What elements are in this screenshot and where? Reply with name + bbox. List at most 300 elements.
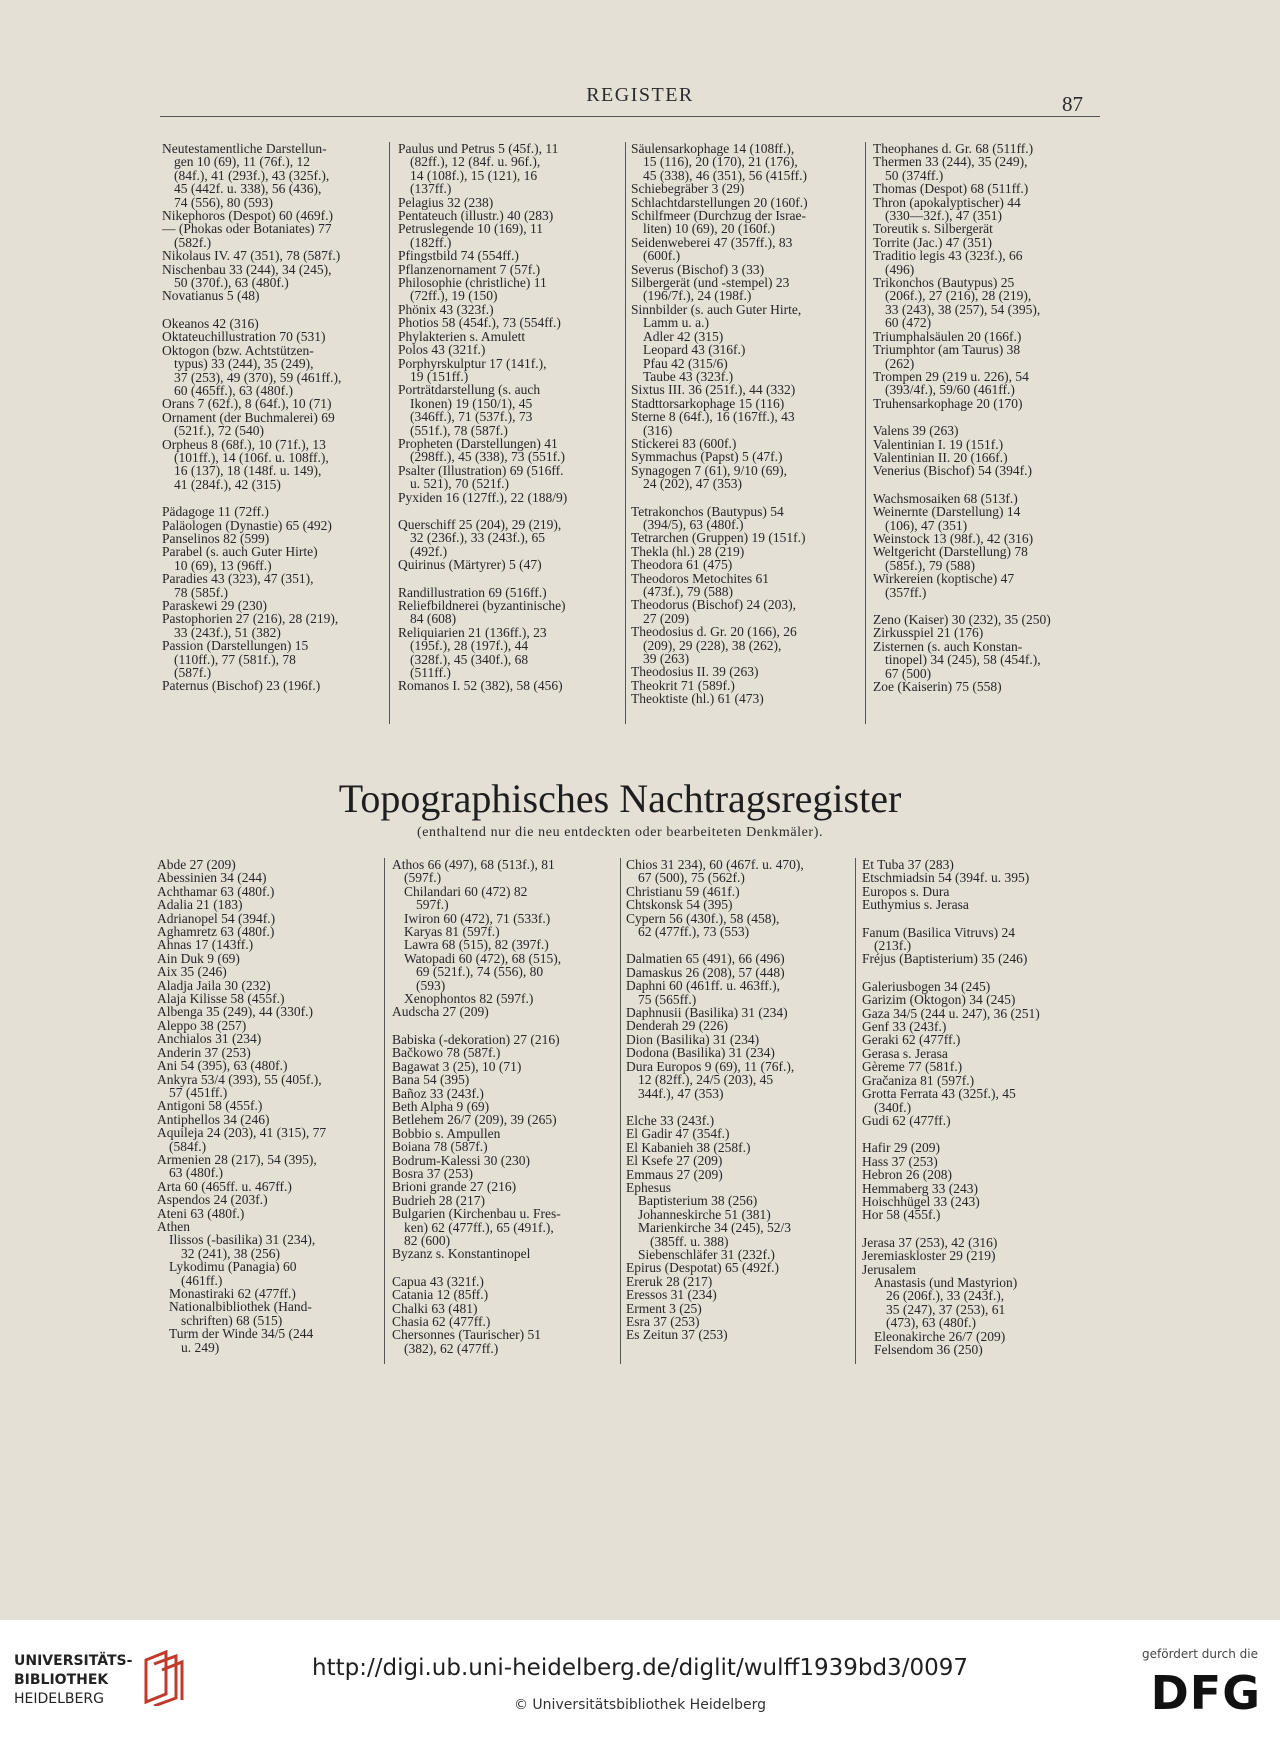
index-entry: Bulgarien (Kirchenbau u. Fres-	[392, 1206, 561, 1222]
index-entry: Theokrit 71 (589f.)	[631, 677, 735, 693]
index-entry: Paulus und Petrus 5 (45f.), 11	[398, 141, 559, 156]
index-entry: 19 (151ff.)	[410, 368, 469, 384]
index-entry: (593)	[416, 977, 446, 993]
index-entry: Chilandari 60 (472) 82	[404, 883, 528, 899]
index-entry: schriften) 68 (515)	[181, 1312, 283, 1328]
index-entry: 10 (69), 13 (96ff.)	[174, 557, 272, 573]
dfg-logo[interactable]: DFG	[1150, 1666, 1261, 1720]
index-entry: (521f.), 72 (540)	[174, 423, 264, 439]
index-entry: El Ksefe 27 (209)	[626, 1153, 723, 1169]
index-entry: Adrianopel 54 (394f.)	[157, 910, 276, 926]
index-entry: Lykodimu (Panagia) 60	[169, 1259, 297, 1275]
index-entry: ken) 62 (477ff.), 65 (491f.),	[404, 1219, 554, 1235]
index-entry: Antiphellos 34 (246)	[157, 1111, 270, 1127]
index-entry: Betlehem 26/7 (209), 39 (265)	[392, 1112, 557, 1128]
index-entry: Achthamar 63 (480f.)	[157, 883, 275, 899]
index-entry: Zisternen (s. auch Konstan-	[873, 638, 1023, 654]
index-entry: Symmachus (Papst) 5 (47f.)	[631, 449, 783, 465]
index-entry: Panselinos 82 (599)	[162, 530, 270, 546]
index-entry: (101ff.), 14 (106f. u. 108ff.),	[174, 449, 329, 465]
index-entry: Phönix 43 (323f.)	[398, 301, 494, 317]
index-entry: Chersonnes (Taurischer) 51	[392, 1327, 542, 1343]
index-entry: Bagawat 3 (25), 10 (71)	[392, 1058, 522, 1074]
index-entry: Jeremiaskloster 29 (219)	[862, 1248, 996, 1264]
index-entry: Zoe (Kaiserin) 75 (558)	[873, 679, 1002, 695]
column-divider	[384, 858, 385, 1364]
index-entry: Aquileja 24 (203), 41 (315), 77	[157, 1125, 327, 1141]
index-entry: Orans 7 (62f.), 8 (64f.), 10 (71)	[162, 396, 332, 412]
index-entry: Jerasa 37 (253), 42 (316)	[862, 1234, 998, 1250]
index-entry: (357ff.)	[885, 584, 927, 600]
index-entry: Säulensarkophage 14 (108ff.),	[631, 141, 795, 156]
index-entry: Paläologen (Dynastie) 65 (492)	[162, 517, 332, 533]
index-entry: 45 (442f. u. 338), 56 (436),	[174, 181, 322, 197]
index-entry: Ilissos (-basilika) 31 (234),	[169, 1232, 316, 1248]
index-entry: u. 521), 70 (521f.)	[410, 476, 509, 492]
index-entry: 82 (600)	[404, 1232, 451, 1248]
permalink-url[interactable]: http://digi.ub.uni-heidelberg.de/diglit/wulff1939bd3/0097	[312, 1655, 968, 1681]
index-entry: Theodosius d. Gr. 20 (166), 26	[631, 624, 797, 640]
index-entry: Euthymius s. Jerasa	[862, 897, 969, 913]
index-entry: Denderah 29 (226)	[626, 1018, 728, 1034]
index-entry: tinopel) 34 (245), 58 (454f.),	[885, 652, 1041, 668]
library-name-line1: UNIVERSITÄTS-	[14, 1653, 133, 1669]
index-entry: (394/5), 63 (480f.)	[643, 516, 744, 532]
entry-gap	[626, 1100, 848, 1114]
index-entry: Severus (Bischof) 3 (33)	[631, 261, 765, 277]
index-entry: Nikephoros (Despot) 60 (469f.)	[162, 208, 333, 224]
index-entry: (496)	[885, 261, 915, 277]
index-entry: Watopadi 60 (472), 68 (515),	[404, 950, 562, 966]
index-entry: Theodorus (Bischof) 24 (203),	[631, 597, 796, 613]
index-entry: Sinnbilder (s. auch Guter Hirte,	[631, 301, 802, 317]
index-entry: (72ff.), 19 (150)	[410, 288, 498, 304]
index-entry: (182ff.)	[410, 234, 452, 250]
index-entry: Grotta Ferrata 43 (325f.), 45	[862, 1086, 1016, 1102]
index-entry: Pflanzenornament 7 (57f.)	[398, 261, 541, 277]
index-entry: 45 (338), 46 (351), 56 (415ff.)	[643, 167, 807, 183]
index-entry: 37 (253), 49 (370), 59 (461ff.),	[174, 369, 342, 385]
index-entry: Iwiron 60 (472), 71 (533f.)	[404, 910, 551, 926]
index-entry: Paternus (Bischof) 23 (196f.)	[162, 678, 321, 694]
index-entry: 63 (480f.)	[169, 1165, 223, 1181]
index-entry: Genf 33 (243f.)	[862, 1019, 947, 1035]
index-entry: (262)	[885, 355, 915, 371]
index-entry: Bosra 37 (253)	[392, 1165, 473, 1181]
index-entry: Theodosius II. 39 (263)	[631, 664, 759, 680]
index-entry: (461ff.)	[181, 1272, 223, 1288]
index-entry: Erment 3 (25)	[626, 1300, 702, 1316]
index-entry: Leopard 43 (316f.)	[643, 342, 746, 358]
entry-gap	[162, 491, 384, 505]
entry-gap	[398, 504, 620, 518]
index-entry: Zeno (Kaiser) 30 (232), 35 (250)	[873, 612, 1051, 627]
index-entry: Daphni 60 (461ff. u. 463ff.),	[626, 978, 780, 994]
index-entry: Randillustration 69 (516ff.)	[398, 584, 547, 600]
index-entry: Nischenbau 33 (244), 34 (245),	[162, 261, 332, 277]
index-entry: Theodoros Metochites 61	[631, 570, 769, 586]
index-entry: Parabel (s. auch Guter Hirte)	[162, 544, 318, 560]
index-entry: 14 (108f.), 15 (121), 16	[410, 167, 538, 183]
running-head: REGISTER	[586, 84, 694, 106]
entry-gap	[873, 599, 1095, 613]
index-entry: Aghamretz 63 (480f.)	[157, 924, 275, 940]
index-entry: Arta 60 (465ff. u. 467ff.)	[157, 1178, 292, 1194]
index-entry: Galeriusbogen 34 (245)	[862, 978, 991, 994]
index-entry: (84f.), 41 (293f.), 43 (325f.),	[174, 167, 330, 183]
index-entry: Alaja Kilisse 58 (455f.)	[157, 991, 285, 1007]
index-entry: Felsendom 36 (250)	[874, 1342, 983, 1357]
topo-column-2	[392, 858, 614, 1355]
section-title: Topographisches Nachtragsregister	[338, 776, 902, 821]
entry-gap	[626, 938, 848, 952]
index-entry: Brioni grande 27 (216)	[392, 1179, 517, 1195]
index-entry: Aleppo 38 (257)	[157, 1017, 247, 1033]
index-entry: Sixtus III. 36 (251f.), 44 (332)	[631, 382, 796, 398]
index-entry: Byzanz s. Konstantinopel	[392, 1246, 531, 1262]
index-entry: 78 (585f.)	[174, 584, 228, 600]
index-entry: 41 (284f.), 42 (315)	[174, 476, 281, 492]
index-entry: Quirinus (Märtyrer) 5 (47)	[398, 557, 542, 573]
index-entry: Trompen 29 (219 u. 226), 54	[873, 368, 1029, 384]
index-entry: 27 (209)	[643, 610, 690, 626]
index-entry: Weinstock 13 (98f.), 42 (316)	[873, 530, 1034, 546]
index-entry: Sterne 8 (64f.), 16 (167ff.), 43	[631, 409, 795, 425]
index-entry: Nationalbibliothek (Hand-	[169, 1299, 312, 1315]
index-entry: Bačkowo 78 (587f.)	[392, 1045, 501, 1061]
index-entry: Capua 43 (321f.)	[392, 1273, 484, 1289]
index-entry: (316)	[643, 422, 673, 438]
index-entry: Hass 37 (253)	[862, 1153, 938, 1169]
index-entry: (82ff.), 12 (84f. u. 96f.),	[410, 154, 541, 170]
index-entry: Esra 37 (253)	[626, 1314, 700, 1329]
index-entry: 26 (206f.), 33 (243f.),	[886, 1288, 1005, 1304]
index-entry: Fanum (Basilica Vitruvs) 24	[862, 924, 1016, 940]
index-entry: Pentateuch (illustr.) 40 (283)	[398, 208, 554, 224]
index-entry: (340f.)	[874, 1099, 912, 1115]
index-entry: Traditio legis 43 (323f.), 66	[873, 248, 1023, 264]
index-entry: (385ff. u. 388)	[650, 1233, 729, 1249]
entry-gap	[862, 1222, 1084, 1236]
section-subtitle: (enthaltend nur die neu entdeckten oder bearbeiteten Denkmäler).	[416, 825, 824, 840]
index-entry: Lawra 68 (515), 82 (397f.)	[404, 937, 549, 953]
index-entry: Bobbio s. Ampullen	[392, 1125, 501, 1141]
index-entry: Venerius (Bischof) 54 (394f.)	[873, 463, 1032, 479]
index-entry: Athen	[157, 1218, 190, 1234]
index-entry: 67 (500), 75 (562f.)	[638, 870, 745, 886]
index-entry: Triumphtor (am Taurus) 38	[873, 342, 1021, 358]
index-entry: (473), 63 (480f.)	[886, 1315, 976, 1331]
index-entry: Babiska (-dekoration) 27 (216)	[392, 1031, 560, 1047]
index-entry: Truhensarkophage 20 (170)	[873, 395, 1023, 411]
index-entry: 597f.)	[416, 897, 449, 913]
index-entry: Philosophie (christliche) 11	[398, 275, 547, 291]
index-entry: Trikonchos (Bautypus) 25	[873, 275, 1015, 291]
index-entry: 344f.), 47 (353)	[638, 1085, 724, 1101]
index-entry: Zirkusspiel 21 (176)	[873, 625, 984, 641]
topo-column-1	[157, 858, 379, 1354]
index-entry: Dodona (Basilika) 31 (234)	[626, 1045, 775, 1061]
index-entry: 50 (374ff.)	[885, 167, 944, 183]
index-entry: Torrite (Jac.) 47 (351)	[873, 234, 993, 250]
index-entry: Wachsmosaiken 68 (513f.)	[873, 490, 1018, 506]
index-entry: Seidenweberei 47 (357ff.), 83	[631, 234, 793, 250]
index-entry: Ani 54 (395), 63 (480f.)	[157, 1058, 288, 1074]
entry-gap	[862, 966, 1084, 980]
index-entry: Weinernte (Darstellung) 14	[873, 504, 1021, 520]
index-entry: (195f.), 28 (197f.), 44	[410, 638, 529, 654]
index-entry: Pfau 42 (315/6)	[643, 355, 728, 371]
index-entry: Et Tuba 37 (283)	[862, 857, 954, 872]
index-entry: (213f.)	[874, 938, 912, 954]
index-entry: 84 (608)	[410, 611, 457, 627]
index-entry: Photios 58 (454f.), 73 (554ff.)	[398, 315, 561, 331]
index-entry: Cypern 56 (430f.), 58 (458),	[626, 910, 780, 926]
index-entry: Fréjus (Baptisterium) 35 (246)	[862, 951, 1028, 967]
index-entry: Porphyrskulptur 17 (141f.),	[398, 355, 547, 371]
index-entry: El Kabanieh 38 (258f.)	[626, 1139, 751, 1155]
topo-column-3	[626, 858, 848, 1342]
index-entry: Anderin 37 (253)	[157, 1044, 251, 1060]
index-entry: Jerusalem	[862, 1261, 916, 1277]
index-entry: Karyas 81 (597f.)	[404, 924, 500, 940]
index-entry: Elche 33 (243f.)	[626, 1112, 715, 1128]
index-entry: (551f.), 78 (587f.)	[410, 422, 508, 438]
index-entry: Anchialos 31 (234)	[157, 1031, 262, 1047]
index-entry: typus) 33 (244), 35 (249),	[174, 356, 314, 372]
index-entry: Tetrakonchos (Bautypus) 54	[631, 503, 784, 519]
index-entry: Ankyra 53/4 (393), 55 (405f.),	[157, 1071, 322, 1087]
index-entry: 15 (116), 20 (170), 21 (176),	[643, 154, 798, 170]
index-entry: — (Phokas oder Botaniates) 77	[162, 221, 332, 237]
index-entry: Synagogen 7 (61), 9/10 (69),	[631, 462, 787, 478]
index-entry: Theodora 61 (475)	[631, 557, 733, 573]
index-entry: Albenga 35 (249), 44 (330f.)	[157, 1004, 313, 1020]
register-column-2	[398, 142, 620, 693]
index-entry: Schilfmeer (Durchzug der Israe-	[631, 208, 807, 224]
entry-gap	[873, 410, 1095, 424]
index-entry: Gračaniza 81 (597f.)	[862, 1072, 975, 1088]
index-entry: Athos 66 (497), 68 (513f.), 81	[392, 857, 555, 872]
index-entry: Emmaus 27 (209)	[626, 1166, 723, 1182]
index-entry: Ereruk 28 (217)	[626, 1273, 713, 1289]
index-entry: (106), 47 (351)	[885, 517, 968, 533]
index-entry: Oktateuchillustration 70 (531)	[162, 329, 326, 345]
funding-note: gefördert durch die	[1142, 1647, 1258, 1661]
index-entry: Paraskewi 29 (230)	[162, 598, 267, 613]
index-entry: 12 (82ff.), 24/5 (203), 45	[638, 1072, 774, 1088]
index-entry: Stickerei 83 (600f.)	[631, 435, 737, 451]
index-entry: 35 (247), 37 (253), 61	[886, 1301, 1006, 1317]
index-entry: Wirkereien (koptische) 47	[873, 571, 1015, 587]
index-entry: (298ff.), 45 (338), 73 (551f.)	[410, 449, 565, 465]
index-entry: (330—32f.), 47 (351)	[885, 208, 1002, 224]
register-column-3	[631, 142, 853, 706]
index-entry: (346ff.), 71 (537f.), 73	[410, 409, 533, 425]
index-entry: Johanneskirche 51 (381)	[638, 1206, 771, 1222]
index-entry: Budrieh 28 (217)	[392, 1192, 485, 1208]
index-entry: Adalia 21 (183)	[157, 897, 243, 913]
index-entry: Daphnusii (Basilika) 31 (234)	[626, 1005, 788, 1021]
index-entry: Siebenschläfer 31 (232f.)	[638, 1246, 775, 1262]
column-divider	[855, 858, 856, 1364]
index-entry: 74 (556), 80 (593)	[174, 194, 273, 210]
index-entry: Bodrum-Kalessi 30 (230)	[392, 1152, 530, 1168]
index-entry: Paradies 43 (323), 47 (351),	[162, 571, 314, 587]
register-column-4	[873, 142, 1095, 693]
index-entry: (209), 29 (228), 38 (262),	[643, 637, 782, 653]
index-entry: Christianu 59 (461f.)	[626, 883, 740, 899]
index-entry: Gaza 34/5 (244 u. 247), 36 (251)	[862, 1005, 1040, 1021]
index-entry: Thron (apokalyptischer) 44	[873, 194, 1021, 210]
index-entry: (110ff.), 77 (581f.), 78	[174, 651, 296, 667]
index-entry: Etschmiadsin 54 (394f. u. 395)	[862, 870, 1030, 886]
index-entry: Boiana 78 (587f.)	[392, 1139, 488, 1155]
index-entry: Monastiraki 62 (477ff.)	[169, 1286, 296, 1301]
index-entry: Chasia 62 (477ff.)	[392, 1314, 491, 1329]
index-entry: El Gadir 47 (354f.)	[626, 1126, 730, 1142]
index-entry: Dura Europos 9 (69), 11 (76f.),	[626, 1058, 795, 1074]
index-entry: Bana 54 (395)	[392, 1072, 470, 1088]
index-entry: Armenien 28 (217), 54 (395),	[157, 1151, 317, 1167]
index-entry: Adler 42 (315)	[643, 328, 724, 344]
index-entry: Garizim (Oktogon) 34 (245)	[862, 992, 1016, 1008]
index-entry: Phylakterien s. Amulett	[398, 328, 526, 344]
index-entry: Ikonen) 19 (150/1), 45	[410, 395, 533, 411]
index-entry: (196/7f.), 24 (198f.)	[643, 288, 752, 304]
index-entry: Valentinian I. 19 (151f.)	[873, 436, 1004, 452]
index-entry: Ahnas 17 (143ff.)	[157, 937, 254, 953]
entry-gap	[392, 1261, 614, 1275]
index-entry: Nikolaus IV. 47 (351), 78 (587f.)	[162, 248, 341, 264]
index-entry: Taube 43 (323f.)	[643, 368, 734, 384]
index-entry: gen 10 (69), 11 (76f.), 12	[174, 154, 310, 170]
index-entry: Thermen 33 (244), 35 (249),	[873, 154, 1028, 170]
index-entry: Schlachtdarstellungen 20 (160f.)	[631, 194, 808, 210]
index-entry: 62 (477ff.), 73 (553)	[638, 924, 750, 940]
index-entry: Marienkirche 34 (245), 52/3	[638, 1220, 791, 1236]
index-entry: Damaskus 26 (208), 57 (448)	[626, 964, 785, 980]
index-entry: Ain Duk 9 (69)	[157, 950, 240, 966]
index-entry: (585f.), 79 (588)	[885, 557, 975, 573]
index-entry: Abessinien 34 (244)	[157, 870, 267, 886]
index-entry: Toreutik s. Silbergerät	[873, 221, 993, 237]
index-entry: (597f.)	[404, 870, 442, 886]
index-entry: u. 249)	[181, 1339, 220, 1355]
index-entry: Novatianus 5 (48)	[162, 288, 260, 304]
index-entry: Aspendos 24 (203f.)	[157, 1192, 268, 1208]
index-entry: (584f.)	[169, 1138, 207, 1154]
index-entry: Propheten (Darstellungen) 41	[398, 435, 558, 451]
index-entry: Stadttorsarkophage 15 (116)	[631, 395, 785, 411]
index-entry: Hoischhügel 33 (243)	[862, 1193, 980, 1209]
index-entry: Aix 35 (246)	[157, 964, 227, 980]
index-entry: Ateni 63 (480f.)	[157, 1205, 245, 1221]
index-entry: Weltgericht (Darstellung) 78	[873, 544, 1028, 560]
index-entry: Ornament (der Buchmalerei) 69	[162, 409, 335, 425]
index-entry: Chalki 63 (481)	[392, 1300, 478, 1316]
column-divider	[620, 858, 621, 1364]
index-entry: Audscha 27 (209)	[392, 1004, 489, 1020]
topo-column-4	[862, 858, 1084, 1356]
index-entry: Eressos 31 (234)	[626, 1287, 717, 1303]
index-entry: 60 (472)	[885, 315, 932, 331]
index-entry: (587f.)	[174, 665, 212, 681]
index-entry: Pädagoge 11 (72ff.)	[162, 504, 269, 520]
index-entry: 16 (137), 18 (148f. u. 149),	[174, 463, 322, 479]
index-entry: Valens 39 (263)	[873, 423, 959, 439]
index-entry: (600f.)	[643, 248, 681, 264]
index-entry: Antigoni 58 (455f.)	[157, 1098, 263, 1114]
column-divider	[389, 142, 390, 724]
index-entry: Reliefbildnerei (byzantinische)	[398, 598, 566, 613]
entry-gap	[862, 912, 1084, 926]
index-entry: 75 (565ff.)	[638, 991, 697, 1007]
header-rule	[160, 116, 1100, 117]
index-entry: Epirus (Despotat) 65 (492f.)	[626, 1260, 779, 1276]
index-entry: 60 (465ff.), 63 (480f.)	[174, 382, 293, 398]
index-entry: Hafir 29 (209)	[862, 1140, 940, 1156]
index-entry: Theoktiste (hl.) 61 (473)	[631, 691, 764, 707]
index-entry: Dion (Basilika) 31 (234)	[626, 1031, 760, 1047]
copyright-notice: © Universitätsbibliothek Heidelberg	[513, 1697, 766, 1713]
entry-gap	[862, 1127, 1084, 1141]
entry-gap	[162, 303, 384, 317]
index-entry: Neutestamentliche Darstellun-	[162, 141, 327, 156]
index-entry: Pelagius 32 (238)	[398, 194, 494, 210]
index-entry: Schiebegräber 3 (29)	[631, 181, 745, 197]
index-entry: Tetrarchen (Gruppen) 19 (151f.)	[631, 530, 806, 546]
index-entry: Valentinian II. 20 (166f.)	[873, 449, 1008, 465]
index-entry: Chios 31 234), 60 (467f. u. 470),	[626, 857, 804, 872]
index-entry: Geraki 62 (477ff.)	[862, 1032, 961, 1048]
index-entry: Aladja Jaila 30 (232)	[157, 977, 271, 993]
index-entry: Gerasa s. Jerasa	[862, 1045, 948, 1061]
index-entry: Polos 43 (321f.)	[398, 342, 486, 358]
index-entry: Psalter (Illustration) 69 (516ff.	[398, 462, 564, 478]
index-entry: 32 (241), 38 (256)	[181, 1245, 280, 1261]
index-entry: Triumphalsäulen 20 (166f.)	[873, 328, 1022, 344]
index-entry: Okeanos 42 (316)	[162, 315, 259, 331]
column-divider	[625, 142, 626, 724]
index-entry: (492f.)	[410, 543, 448, 559]
index-entry: Baptisterium 38 (256)	[638, 1193, 758, 1209]
index-entry: Chtskonsk 54 (395)	[626, 897, 733, 913]
column-divider	[865, 142, 866, 724]
index-entry: Abde 27 (209)	[157, 857, 236, 872]
index-entry: Pfingstbild 74 (554ff.)	[398, 248, 519, 264]
index-entry: Gèreme 77 (581f.)	[862, 1059, 963, 1075]
index-entry: (582f.)	[174, 234, 212, 250]
entry-gap	[392, 1019, 614, 1033]
index-entry: Es Zeitun 37 (253)	[626, 1327, 728, 1343]
index-entry: (206f.), 27 (216), 28 (219),	[885, 288, 1032, 304]
index-entry: Romanos I. 52 (382), 58 (456)	[398, 678, 563, 694]
index-entry: Oktogon (bzw. Achtstützen-	[162, 342, 314, 358]
index-entry: (393/4f.), 59/60 (461ff.)	[885, 382, 1015, 398]
index-entry: Hemmaberg 33 (243)	[862, 1180, 978, 1196]
index-entry: Pastophorien 27 (216), 28 (219),	[162, 611, 339, 627]
register-column-1	[162, 142, 384, 693]
index-entry: 33 (243f.), 51 (382)	[174, 624, 281, 640]
index-entry: Bañoz 33 (243f.)	[392, 1085, 484, 1101]
index-entry: 67 (500)	[885, 665, 932, 681]
entry-gap	[398, 572, 620, 586]
library-name-line3: HEIDELBERG	[14, 1691, 104, 1707]
page-number: 87	[1062, 92, 1083, 116]
library-name-line2: BIBLIOTHEK	[14, 1672, 109, 1688]
index-entry: (137ff.)	[410, 181, 452, 197]
